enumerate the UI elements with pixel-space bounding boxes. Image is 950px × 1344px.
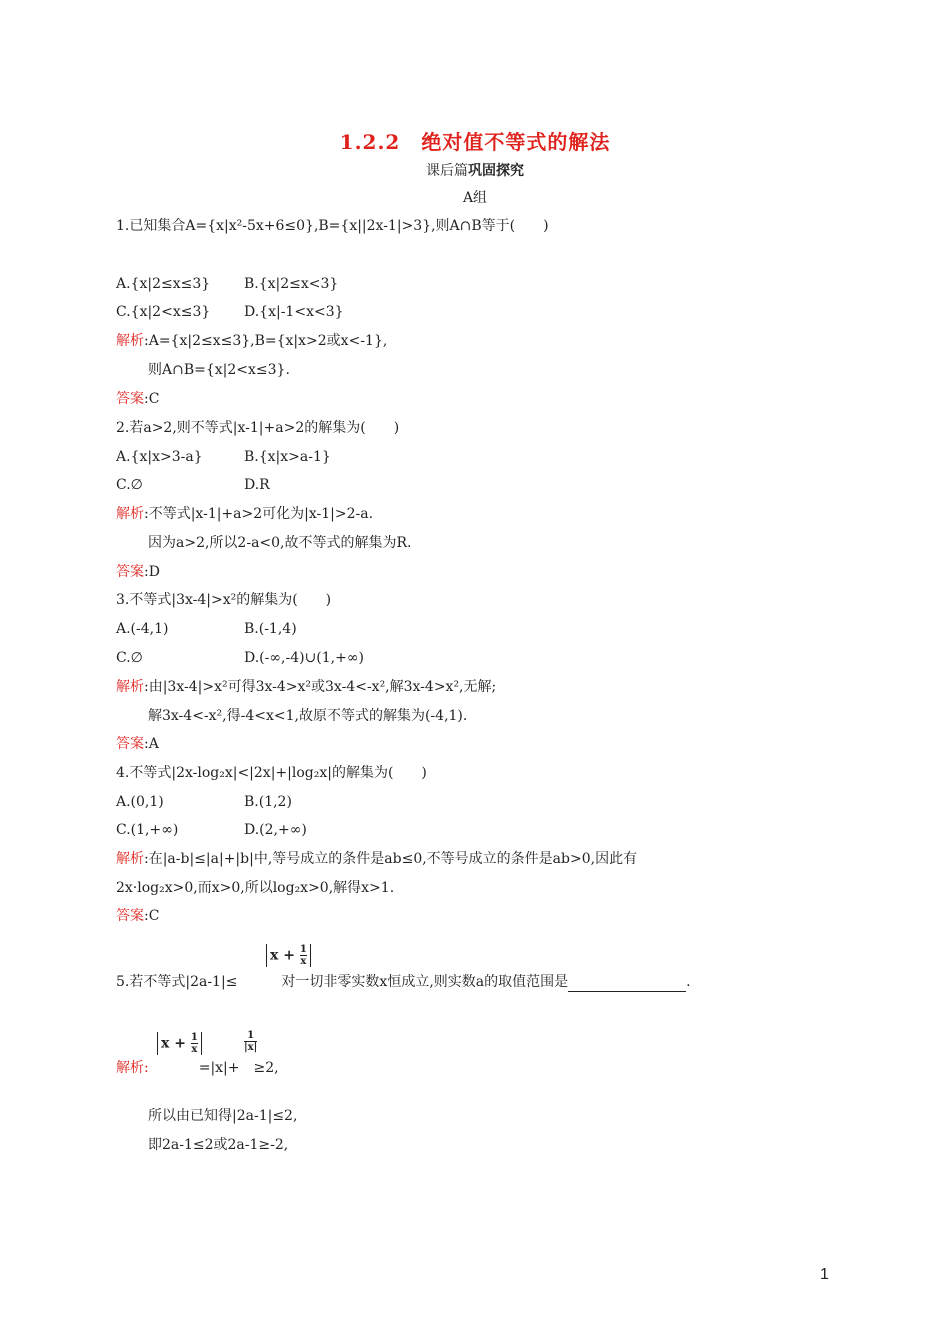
q5-analysis-line2: 所以由已知得|2a-1|≤2,: [148, 1108, 298, 1124]
q2-options-row1: [116, 447, 331, 467]
q3-option-a: A.(-4,1): [116, 621, 169, 637]
q5-analysis: 解析: =|x|+ ≥2,: [116, 1060, 279, 1076]
answer-label: 答案: [116, 564, 144, 580]
answer-label: 答案: [116, 908, 144, 924]
q1-option-b: B.{x|2≤x<3}: [244, 276, 339, 292]
q5-analysis-frac: $\frac{1}{|x|}$: [244, 1030, 258, 1053]
group-label: A组: [462, 190, 488, 206]
answer-blank[interactable]: [568, 977, 686, 992]
q4-analysis: [116, 849, 637, 869]
q5-analysis-line3: 即2a-1≤2或2a-1≥-2,: [148, 1137, 289, 1153]
q4-options-row1: [116, 792, 292, 812]
q3-stem: 3.不等式|3x-4|>x²的解集为( ): [116, 592, 332, 608]
analysis-label: 解析: [116, 1060, 144, 1076]
q3-answer: [116, 734, 159, 754]
q4-analysis-line2: 2x·log₂x>0,而x>0,所以log₂x>0,解得x>1.: [116, 880, 395, 896]
answer-label: 答案: [116, 391, 144, 407]
q4-answer-value: :C: [144, 908, 160, 924]
q1-option-d: D.{x|-1<x<3}: [244, 304, 344, 320]
q2-option-a: A.{x|x>3-a}: [116, 449, 203, 465]
q5-stem-before: 5.若不等式|2a-1|≤: [116, 974, 238, 990]
q4-analysis-text: :在|a-b|≤|a|+|b|中,等号成立的条件是ab≤0,不等号成立的条件是ab>0,因此有: [144, 851, 638, 867]
answer-label: 答案: [116, 736, 144, 752]
q5-analysis-end: ≥2,: [253, 1060, 279, 1076]
q2-stem: 2.若a>2,则不等式|x-1|+a>2的解集为( ): [116, 420, 400, 436]
q1-answer: [116, 389, 159, 409]
q1-options-row1: [116, 274, 339, 294]
q1-answer-value: :C: [144, 391, 160, 407]
analysis-label: 解析: [116, 333, 144, 349]
q4-option-b: B.(1,2): [244, 794, 292, 810]
q1-analysis-line2: 则A∩B={x|2<x≤3}.: [148, 362, 290, 378]
q5-stem-after: 对一切非零实数x恒成立,则实数a的取值范围是: [281, 974, 569, 990]
section-subtitle: [0, 160, 950, 180]
q4-options-row2: [116, 820, 307, 840]
q2-answer: [116, 562, 160, 582]
q2-options-row2: [116, 475, 270, 495]
q5-formula-image: x + $\frac{1}{x}$: [266, 944, 311, 967]
analysis-label: 解析: [116, 506, 144, 522]
page-title: 1.2.2 绝对值不等式的解法: [339, 130, 611, 154]
subtitle-prefix: 课后篇: [426, 163, 468, 179]
q2-answer-value: :D: [144, 564, 160, 580]
q4-option-a: A.(0,1): [116, 794, 164, 810]
q2-analysis-line2: 因为a>2,所以2-a<0,故不等式的解集为R.: [148, 535, 412, 551]
q4-answer: [116, 906, 159, 926]
q4-stem: 4.不等式|2x-log₂x|<|2x|+|log₂x|的解集为( ): [116, 765, 427, 781]
page-number: 1: [820, 1266, 829, 1283]
q3-analysis-text: :由|3x-4|>x²可得3x-4>x²或3x-4<-x²,解3x-4>x²,无解;: [144, 679, 497, 695]
q2-analysis-text: :不等式|x-1|+a>2可化为|x-1|>2-a.: [144, 506, 374, 522]
q3-option-b: B.(-1,4): [244, 621, 297, 637]
q2-option-b: B.{x|x>a-1}: [244, 449, 331, 465]
q5-stem: 5.若不等式|2a-1|≤ 对一切非零实数x恒成立,则实数a的取值范围是 .: [116, 974, 691, 990]
q3-analysis: [116, 677, 496, 697]
q2-option-c: C.∅: [116, 477, 143, 493]
q4-option-c: C.(1,+∞): [116, 822, 179, 838]
analysis-label: 解析: [116, 851, 144, 867]
subtitle-bold: 巩固探究: [468, 163, 524, 179]
q1-analysis-text: :A={x|2≤x≤3},B={x|x>2或x<-1},: [144, 333, 388, 349]
q1-analysis: [116, 331, 387, 351]
analysis-label: 解析: [116, 679, 144, 695]
q3-options-row1: [116, 619, 297, 639]
q2-analysis: [116, 504, 373, 524]
q2-option-d: D.R: [244, 477, 270, 493]
q3-options-row2: [116, 648, 364, 668]
q1-options-row2: [116, 302, 344, 322]
q1-option-a: A.{x|2≤x≤3}: [116, 276, 211, 292]
q3-option-d: D.(-∞,-4)∪(1,+∞): [244, 650, 364, 666]
q5-analysis-formula-image: x + $\frac{1}{x}$: [157, 1032, 202, 1055]
q3-analysis-line2: 解3x-4<-x²,得-4<x<1,故原不等式的解集为(-4,1).: [148, 708, 468, 724]
q1-option-c: C.{x|2<x≤3}: [116, 304, 211, 320]
q4-option-d: D.(2,+∞): [244, 822, 307, 838]
q3-answer-value: :A: [144, 736, 159, 752]
q5-analysis-mid: =|x|+: [198, 1060, 240, 1076]
q3-option-c: C.∅: [116, 650, 143, 666]
q1-stem: 1.已知集合A={x|x²-5x+6≤0},B={x||2x-1|>3},则A∩B等于( ): [116, 218, 549, 234]
